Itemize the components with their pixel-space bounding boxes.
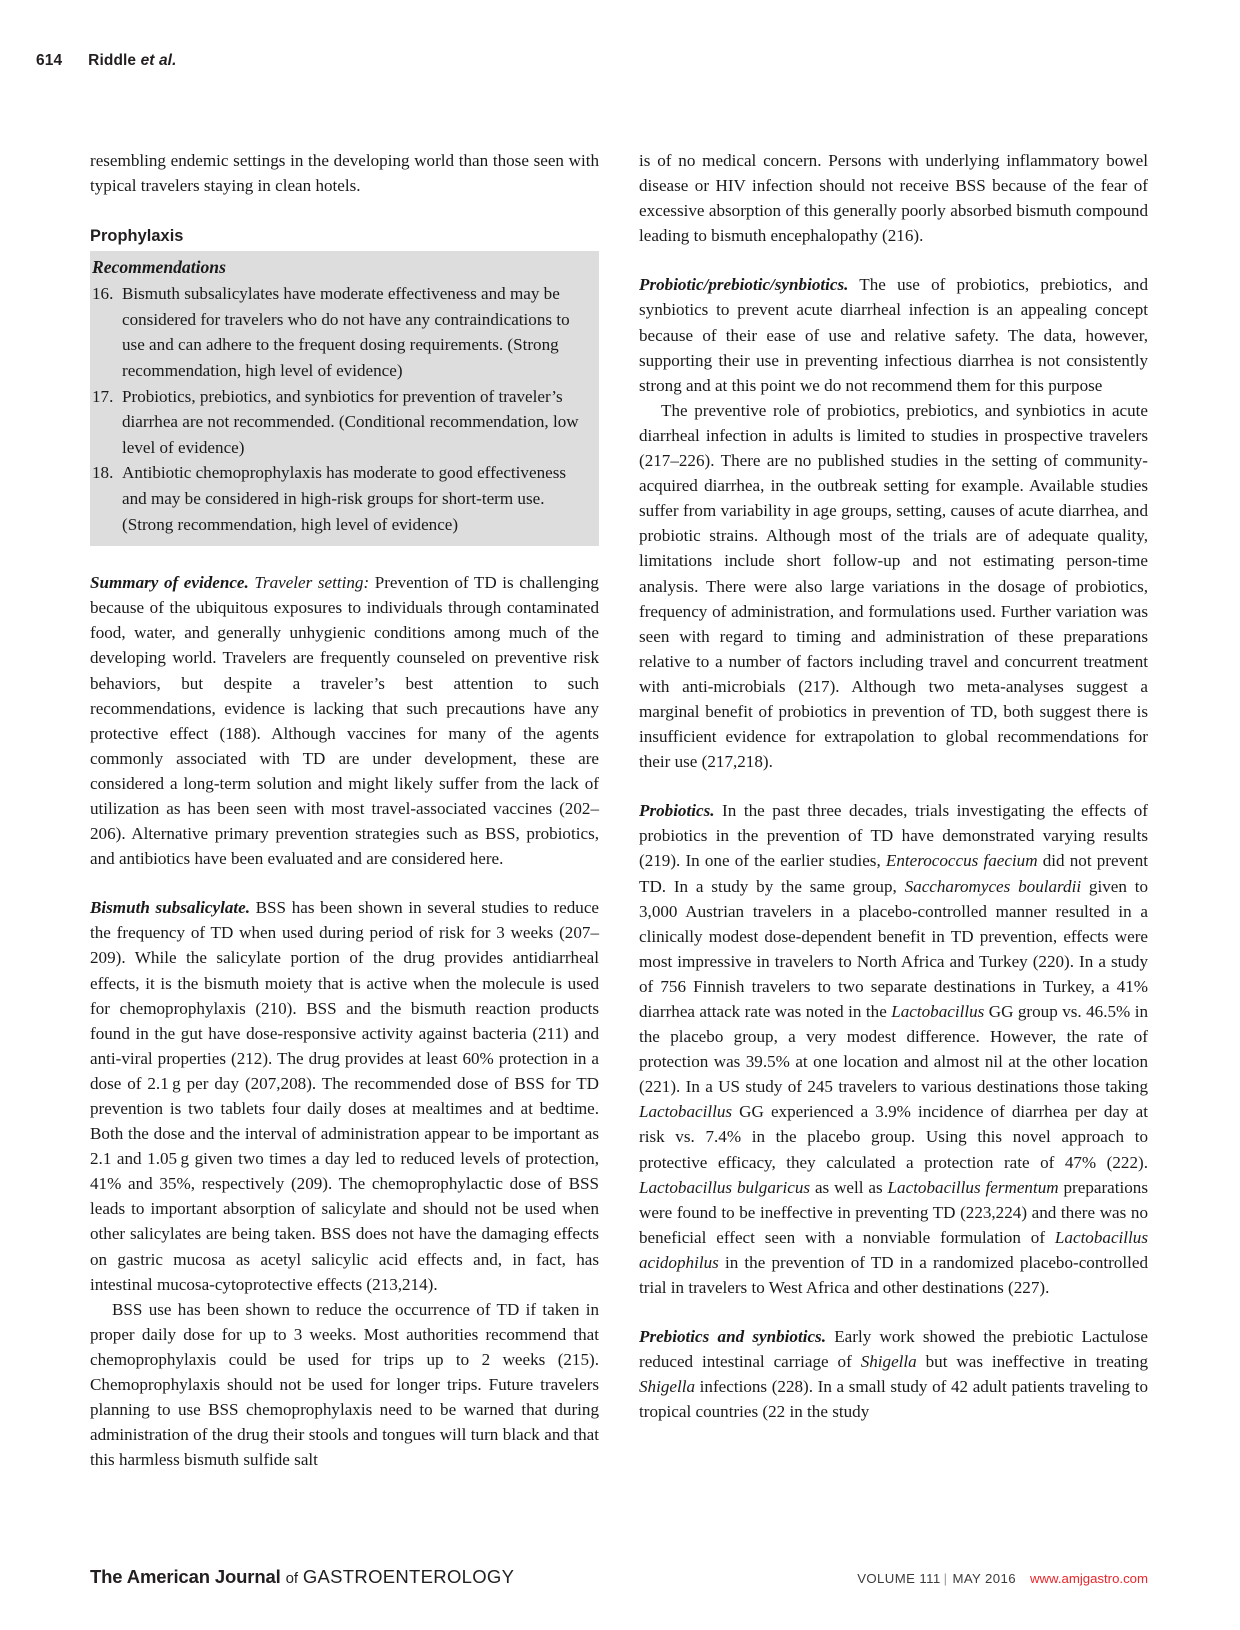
journal-title-name: GASTROENTEROLOGY: [302, 1566, 515, 1587]
footer-issue-info: [857, 1571, 1148, 1586]
recommendation-text: Antibiotic chemoprophylaxis has moderate to good effectiveness and may be considered in high-risk groups for short-term use. (Strong recommendation, high level of evidence): [122, 463, 567, 534]
bismuth-body: BSS has been shown in several studies to reduce the frequency of TD when used during period of risk for 3 weeks (207–209). While the salicylate portion of the drug provides antidiarrheal effects, it is the bismuth moiety that is active when the molecule is used for chemoprophylaxis (210). BSS and the bismuth reaction products found in the gut have dose-responsive activity against bacteria (211) and anti-viral properties (212). The drug provides at least 60% protection in a dose of 2.1 g per day (207,208). The recommended dose of BSS for TD prevention is two tablets four daily doses at mealtimes and at bedtime. Both the dose and the interval of administration appear to be important as 2.1 and 1.05 g given two times a day led to reduced levels of protection, 41% and 35%, respectively (209). The chemoprophylactic dose of BSS leads to important absorption of salicylate and should not be used when other salicylates are being taken. BSS does not have the damaging effects on gastric mucosa as acetyl salicylic acid effects and, in fact, has intestinal mucosa-cytoprotective effects (213,214).: [90, 898, 599, 1294]
summary-body: Prevention of TD is challenging because of the ubiquitous exposures to individuals through contaminated food, water, and generally unhygienic conditions among much of the developing world. Travelers are frequently counseled on preventive risk behaviors, but despite a traveler’s best attention to such recommendations, evidence is lacking that such precautions have any protective effect (188). Although vaccines for many of the agents commonly associated with TD are under development, these are considered a long-term solution and might likely suffer from the lack of utilization as has been seen with most travel-associated vaccines (202–206). Alternative primary prevention strategies such as BSS, probiotics, and antibiotics have been evaluated and are considered here.: [90, 573, 599, 869]
recommendation-item: [92, 384, 585, 461]
journal-title-the: The American Journal: [90, 1566, 281, 1587]
divider: |: [943, 1571, 948, 1586]
recommendation-text: Probiotics, prebiotics, and synbiotics for prevention of traveler’s diarrhea are not recommended. (Conditional recommendation, low level of evidence): [122, 386, 579, 457]
paragraph-probiotics: [639, 798, 1148, 1300]
recommendation-number: 18.: [92, 463, 114, 483]
recommendations-list: [92, 281, 585, 537]
recommendation-item: [92, 460, 585, 537]
probiotics-body: In the past three decades, trials investigating the effects of probiotics in the prevention of TD have demonstrated varying results (219). In one of the earlier studies, Enterococcus faecium did not prevent TD. In a study by the same group, Saccharomyces boulardii given to 3,000 Austrian travelers in a placebo-controlled manner resulted in a clinically modest dose-dependent benefit in TD prevention, effects were most impressive in travelers to North Africa and Turkey (220). In a study of 756 Finnish travelers to two separate destinations in Turkey, a 41% diarrhea attack rate was noted in the Lactobacillus GG group vs. 46.5% in the placebo group, a very modest difference. However, the rate of protection was 39.5% at one location and almost nil at the other location (221). In a US study of 245 travelers to various destinations those taking Lactobacillus GG experienced a 3.9% incidence of diarrhea per day at risk vs. 7.4% in the placebo group. Using this novel approach to protective efficacy, they calculated a protection rate of 47% (222). Lactobacillus bulgaricus as well as Lactobacillus fermentum preparations were found to be ineffective in preventing TD (223,224) and there was no beneficial effect seen with a nonviable formulation of Lactobacillus acidophilus in the prevention of TD in a randomized placebo-controlled trial in travelers to West Africa and other destinations (227).: [639, 801, 1148, 1298]
running-head: [36, 52, 176, 70]
runin-probiotics: Probiotics.: [639, 801, 715, 821]
recommendation-item: [92, 281, 585, 383]
paragraph-preventive-role: The preventive role of probiotics, prebiotics, and synbiotics in acute diarrheal infection in adults is limited to studies in prospective travelers (217–226). There are no published studies in the setting of community-acquired diarrhea, in the outbreak setting for example. Available studies suffer from variability in age groups, setting, causes of acute diarrhea, and probiotic strains. Although most of the trials are of adequate quality, limitations include short follow-up and not estimating person-time analysis. There were also large variations in the dosage of probiotics, frequency of administration, and formulations used. Further variation was seen with regard to timing and administration of these preparations relative to a number of factors including travel and concurrent treatment with anti-microbials (217). Although two meta-analyses suggest a marginal benefit of probiotics in prevention of TD, both suggest there is insufficient evidence for extrapolation to global recommendations for their use (217,218).: [639, 400, 1148, 772]
paragraph-summary-of-evidence: [90, 570, 599, 871]
paragraph-probiotic-prebiotic-synbiotics: [639, 272, 1148, 397]
recommendations-title: Recommendations: [92, 257, 226, 278]
journal-title-of: of: [285, 1570, 298, 1587]
right-column: [639, 148, 1148, 1472]
paragraph-bss-use: BSS use has been shown to reduce the occurrence of TD if taken in proper daily dose for up to 3 weeks. Most authorities recommend that chemoprophylaxis could be used for trips up to 2 weeks (215). Chemoprophylaxis should not be used for longer trips. Future travelers planning to use BSS chemoprophylaxis need to be warned that during administration of the drug their stools and tongues will turn black and that this harmless bismuth sulfide salt: [90, 1299, 599, 1470]
page-number: 614: [36, 52, 63, 69]
running-head-authors: Riddle: [88, 52, 137, 69]
paragraph-bismuth-subsalicylate: [90, 895, 599, 1297]
page-footer: [90, 1566, 1148, 1588]
section-heading-prophylaxis: Prophylaxis: [90, 227, 184, 246]
prebiotics-body: Early work showed the prebiotic Lactulose reduced intestinal carriage of Shigella but was ineffective in treating Shigella infections (228). In a small study of 42 adult patients traveling to tropical countries (22 in the study: [639, 1327, 1148, 1422]
paragraph-continued-left: resembling endemic settings in the developing world than those seen with typical travelers staying in clean hotels.: [90, 151, 599, 196]
left-column: [90, 148, 599, 1472]
runin-summary-of-evidence: Summary of evidence.: [90, 573, 249, 593]
issue-date: MAY 2016: [952, 1571, 1016, 1586]
runin-bismuth-subsalicylate: Bismuth subsalicylate.: [90, 898, 250, 918]
recommendations-box: [90, 251, 599, 546]
runin-probiotic-prebiotic-synbiotics: Probiotic/prebiotic/synbiotics.: [639, 275, 849, 295]
paragraph-prebiotics-synbiotics: [639, 1324, 1148, 1424]
recommendation-text: Bismuth subsalicylates have moderate effectiveness and may be considered for travelers who do not have any contraindications to use and can adhere to the frequent dosing requirements. (Strong recommendation, high level of evidence): [122, 284, 570, 380]
running-head-etal: et al.: [140, 52, 177, 69]
volume-label: VOLUME 111: [857, 1571, 941, 1586]
probiotic-prebiotic-body: The use of probiotics, prebiotics, and synbiotics to prevent acute diarrheal infection is an appealing concept because of their ease of use and relative safety. The data, however, supporting their use in preventing infectious diarrhea is not consistently strong and at this point we do not recommend them for this purpose: [639, 275, 1148, 395]
runin-prebiotics-synbiotics: Prebiotics and synbiotics.: [639, 1327, 826, 1347]
journal-url-link[interactable]: www.amjgastro.com: [1030, 1571, 1148, 1586]
recommendation-number: 17.: [92, 386, 114, 406]
paragraph-continued-right: is of no medical concern. Persons with underlying inflammatory bowel disease or HIV infection should not receive BSS because of the fear of excessive absorption of this generally poorly absorbed bismuth compound leading to bismuth encephalopathy (216).: [639, 151, 1148, 246]
recommendation-number: 16.: [92, 284, 114, 304]
subject-traveler-setting: Traveler setting:: [254, 573, 370, 593]
journal-logo: [90, 1566, 514, 1588]
body-columns: [90, 148, 1148, 1472]
